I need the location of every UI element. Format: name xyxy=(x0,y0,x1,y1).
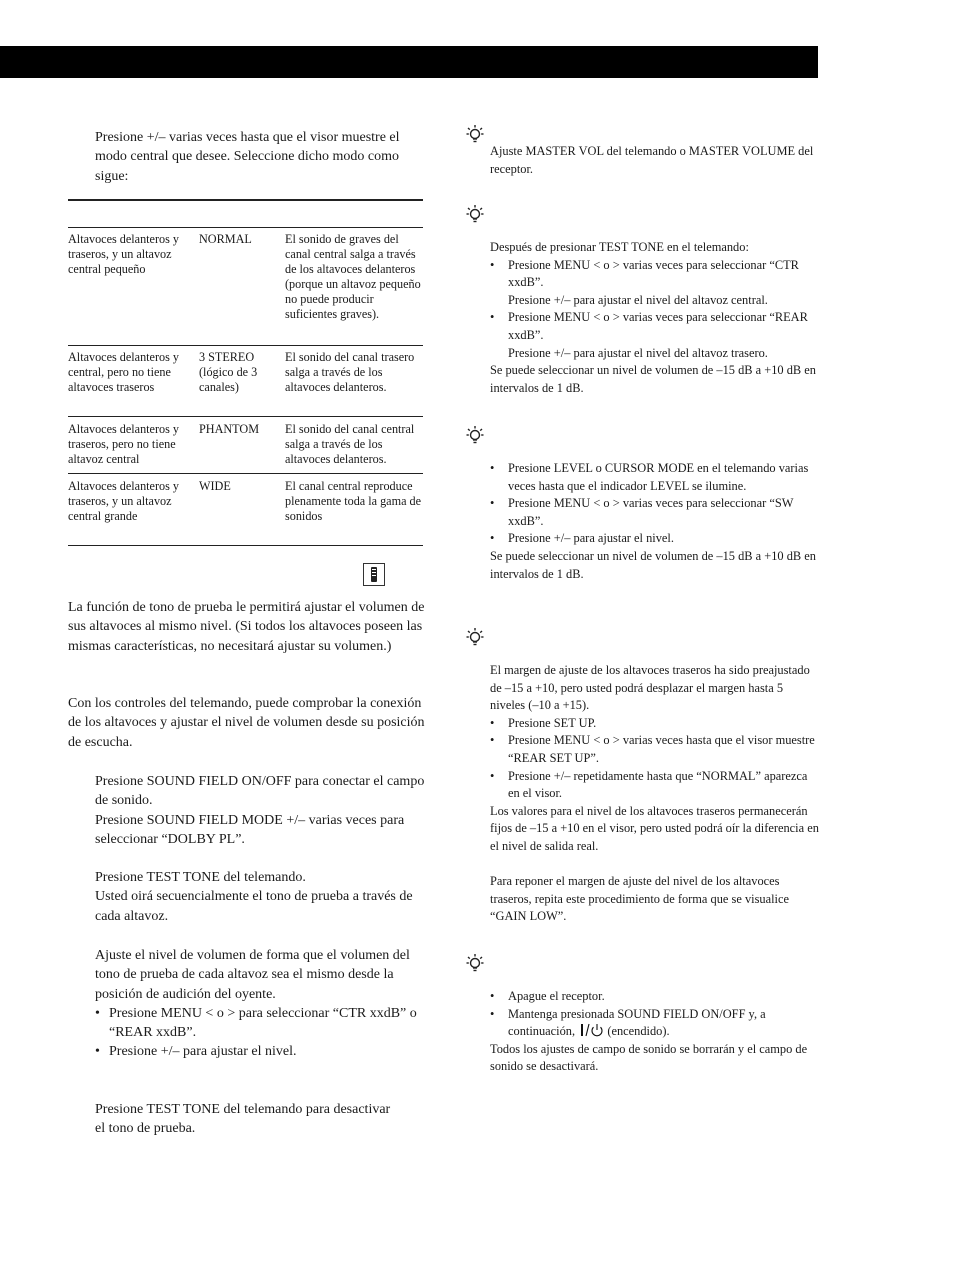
table-header-rule xyxy=(68,227,423,228)
tip-2 xyxy=(490,239,826,397)
tip-2-sub: Presione +/– para ajustar el nivel del altavoz central. xyxy=(508,292,768,307)
tip-5-bullet-suffix: (encendido). xyxy=(607,1024,670,1039)
header-bar xyxy=(0,46,818,78)
tip-2-intro: Después de presionar TEST TONE en el telemando: xyxy=(490,240,749,254)
table-top-rule xyxy=(68,199,423,201)
step-2-line-1: Presione TEST TONE del telemando. xyxy=(95,870,306,885)
table-cell-mode: WIDE xyxy=(199,479,231,493)
tip-3-bullet: • Presione +/– para ajustar el nivel. xyxy=(490,530,820,548)
tip-3-bullet: • Presione LEVEL o CURSOR MODE en el telemando varias veces hasta que el indicador LEVEL se ilumine. xyxy=(490,460,820,495)
step-1-line-1: Presione SOUND FIELD ON/OFF para conectar el campo de sonido. xyxy=(95,774,425,809)
step-1 xyxy=(95,772,425,849)
table-cell-desc: El canal central reproduce plenamente toda la gama de sonidos xyxy=(285,479,422,524)
center-mode-intro: Presione +/– varias veces hasta que el visor muestre el modo central que desee. Seleccione dicho modo como sigue: xyxy=(95,130,400,184)
step-3-bullet: • Presione +/– para ajustar el nivel. xyxy=(95,1042,417,1061)
step-3 xyxy=(95,946,417,1062)
tip-2-bullet: • Presione MENU < o > varias veces para seleccionar “CTR xxdB”. xyxy=(490,257,826,292)
table-cell-speakers: Altavoces delanteros y central, pero no tiene altavoces traseros xyxy=(68,350,180,395)
tip-4-para-2: Para reponer el margen de ajuste del nivel de los altavoces traseros, repita este procedimiento de forma que se visualice “GAIN LOW”. xyxy=(490,874,789,924)
table-row-rule xyxy=(68,416,423,417)
test-tone-intro: La función de tono de prueba le permitirá ajustar el volumen de sus altavoces al mismo nivel. (Si todos los altavoces poseen las mismas características, no necesitará ajustar su volumen.) xyxy=(68,600,425,654)
tip-5 xyxy=(490,988,820,1076)
tip-4-bullet: • Presione MENU < o > varias veces hasta que el visor muestre “REAR SET UP”. xyxy=(490,732,820,767)
step-2-line-2: Usted oirá secuencialmente el tono de prueba a través de cada altavoz. xyxy=(95,889,413,924)
table-cell-mode: NORMAL xyxy=(199,232,252,246)
tip-2-end: Se puede seleccionar un nivel de volumen de –15 dB a +10 dB en intervalos de 1 dB. xyxy=(490,363,816,395)
tip-lightbulb-icon xyxy=(466,627,484,647)
table-cell-speakers: Altavoces delanteros y traseros, y un altavoz central grande xyxy=(68,479,180,524)
test-tone-remote-info: Con los controles del telemando, puede comprobar la conexión de los altavoces y ajustar el nivel de volumen desde su posición de escucha. xyxy=(68,696,425,750)
table-cell-speakers: Altavoces delanteros y traseros, y un altavoz central pequeño xyxy=(68,232,180,277)
tip-4-para-1: Los valores para el nivel de los altavoces traseros permanecerán fijos de –15 a +10 en el visor, pero usted podrá oír la diferencia en el nivel de salida real. xyxy=(490,803,819,853)
tip-lightbulb-icon xyxy=(466,425,484,445)
table-cell-mode: 3 STEREO (lógico de 3 canales) xyxy=(199,350,258,395)
tip-lightbulb-icon xyxy=(466,124,484,144)
table-cell-speakers: Altavoces delanteros y traseros, pero no tiene altavoz central xyxy=(68,422,180,467)
step-3-text: Ajuste el nivel de volumen de forma que el volumen del tono de prueba de cada altavoz sea el mismo desde la posición de audición del oyente. xyxy=(95,948,410,1002)
tip-3 xyxy=(490,460,820,583)
tip-5-bullet xyxy=(490,1006,820,1041)
table-row-rule xyxy=(68,473,423,474)
tip-3-end: Se puede seleccionar un nivel de volumen de –15 dB a +10 dB en intervalos de 1 dB. xyxy=(490,548,816,581)
step-1-line-2: Presione SOUND FIELD MODE +/– varias veces para seleccionar “DOLBY PL”. xyxy=(95,812,405,847)
tip-5-bullet-text: Mantenga presionada SOUND FIELD ON/OFF y, a continuación, xyxy=(508,1006,766,1039)
tip-1-text: Ajuste MASTER VOL del telemando o MASTER VOLUME del receptor. xyxy=(490,144,814,176)
table-cell-desc: El sonido de graves del canal central salga a través de los altavoces delanteros (porque un altavoz pequeño no puede producir suficientes graves). xyxy=(285,232,421,322)
table-cell-mode: PHANTOM xyxy=(199,422,260,436)
tip-3-bullet: • Presione MENU < o > varias veces para seleccionar “SW xxdB”. xyxy=(490,495,820,530)
tip-5-end: Todos los ajustes de campo de sonido se borrarán y el campo de sonido se desactivará. xyxy=(490,1041,808,1074)
remote-control-icon xyxy=(363,563,385,586)
tip-4-intro: El margen de ajuste de los altavoces traseros ha sido preajustado de –15 a +10, pero usted podrá desplazar el margen hasta 5 niveles (–10 a +15). xyxy=(490,663,810,713)
tip-5-bullet: • Apague el receptor. xyxy=(490,988,820,1006)
step-3-bullet: • Presione MENU < o > para seleccionar “CTR xxdB” o “REAR xxdB”. xyxy=(95,1004,417,1043)
tip-2-bullet: • Presione MENU < o > varias veces para seleccionar “REAR xxdB”. xyxy=(490,309,826,344)
table-cell-desc: El sonido del canal trasero salga a través de los altavoces delanteros. xyxy=(285,350,415,395)
table-row-rule xyxy=(68,345,423,346)
power-standby-icon xyxy=(578,1023,604,1037)
tip-lightbulb-icon xyxy=(466,204,484,224)
step-2 xyxy=(95,868,425,926)
step-4: Presione TEST TONE del telemando para desactivar el tono de prueba. xyxy=(95,1102,391,1137)
table-bottom-rule xyxy=(68,545,423,546)
table-cell-desc: El sonido del canal central salga a través de los altavoces delanteros. xyxy=(285,422,415,467)
tip-4-bullet: • Presione +/– repetidamente hasta que “NORMAL” aparezca en el visor. xyxy=(490,768,820,803)
tip-4-bullet: • Presione SET UP. xyxy=(490,715,820,733)
tip-4 xyxy=(490,662,820,926)
tip-2-sub: Presione +/– para ajustar el nivel del altavoz trasero. xyxy=(508,345,768,360)
tip-lightbulb-icon xyxy=(466,953,484,973)
